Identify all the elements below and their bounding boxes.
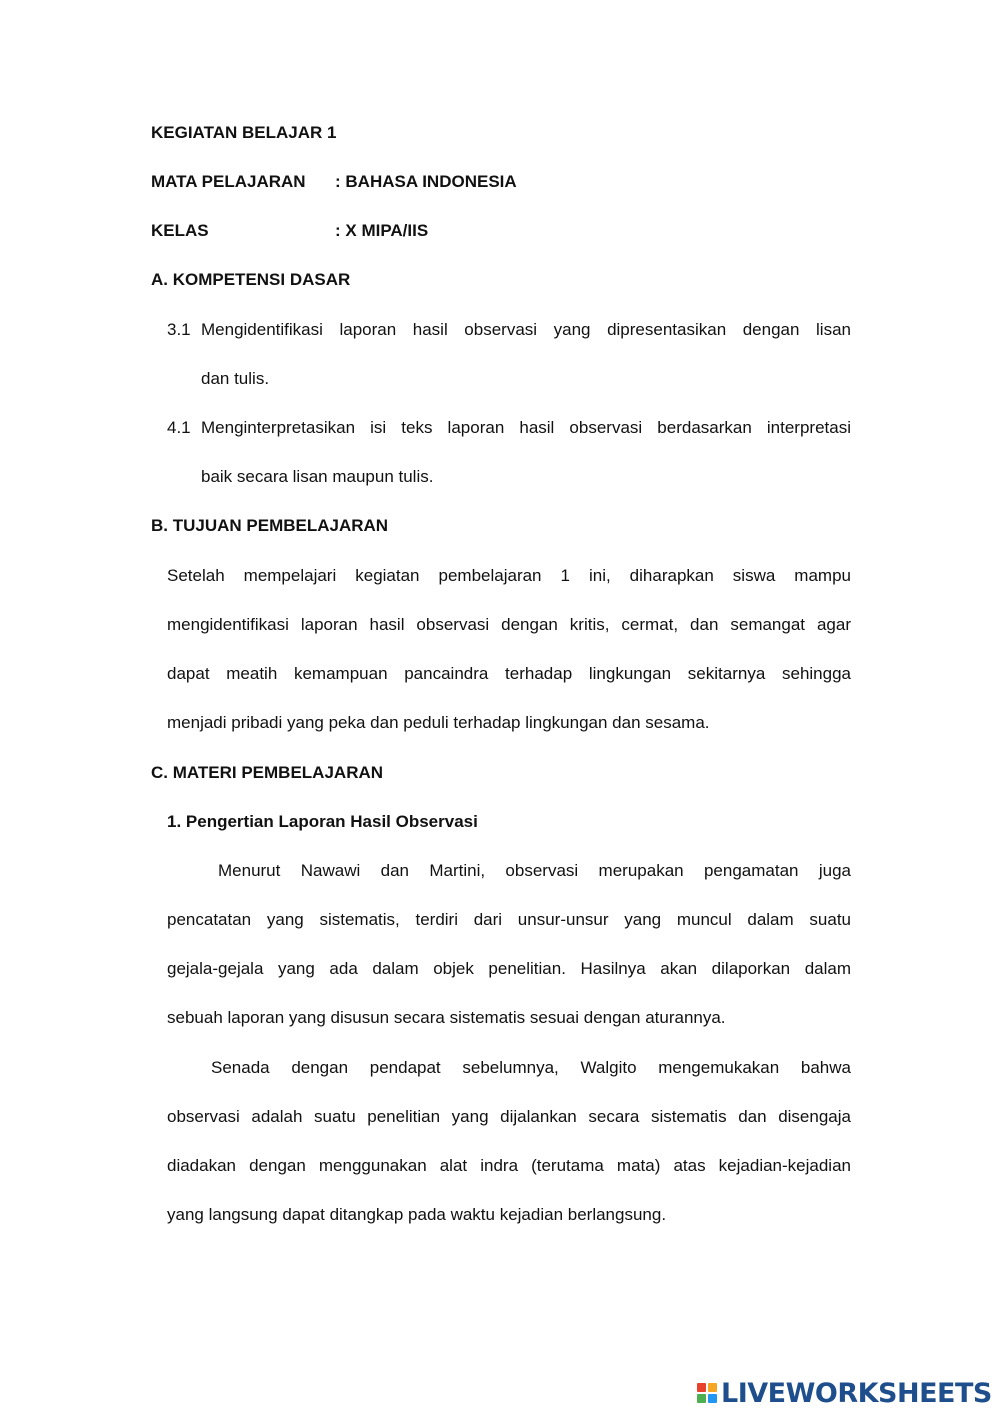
objective-line: Setelah mempelajari kegiatan pembelajaran 1 ini, diharapkan siswa mampu — [167, 566, 851, 585]
material-paragraph-line: gejala-gejala yang ada dalam objek penelitian. Hasilnya akan dilaporkan dalam — [167, 959, 851, 978]
competency-text: Mengidentifikasi laporan hasil observasi yang dipresentasikan dengan lisan — [201, 320, 851, 339]
section-a-heading: A. KOMPETENSI DASAR — [151, 270, 351, 289]
subject-label: MATA PELAJARAN — [151, 172, 306, 191]
material-paragraph-line: diadakan dengan menggunakan alat indra (terutama mata) atas kejadian-kejadian — [167, 1156, 851, 1175]
material-paragraph-line: sebuah laporan yang disusun secara sistematis sesuai dengan aturannya. — [167, 1008, 726, 1027]
objective-line: menjadi pribadi yang peka dan peduli terhadap lingkungan dan sesama. — [167, 713, 710, 732]
competency-text: Menginterpretasikan isi teks laporan hasil observasi berdasarkan interpretasi — [201, 418, 851, 437]
material-paragraph-line: Menurut Nawawi dan Martini, observasi merupakan pengamatan juga — [218, 861, 851, 880]
objective-line: dapat meatih kemampuan pancaindra terhadap lingkungan sekitarnya sehingga — [167, 664, 851, 683]
material-paragraph-line: yang langsung dapat ditangkap pada waktu kejadian berlangsung. — [167, 1205, 667, 1224]
competency-text-cont: dan tulis. — [201, 369, 270, 388]
subject-value: : BAHASA INDONESIA — [335, 172, 517, 191]
liveworksheets-logo-icon — [697, 1383, 717, 1403]
section-b-heading: B. TUJUAN PEMBELAJARAN — [151, 516, 389, 535]
class-label: KELAS — [151, 221, 209, 240]
activity-title: KEGIATAN BELAJAR 1 — [151, 123, 337, 142]
section-c-subheading: 1. Pengertian Laporan Hasil Observasi — [167, 812, 478, 831]
class-value: : X MIPA/IIS — [335, 221, 429, 240]
material-paragraph-line: observasi adalah suatu penelitian yang dijalankan secara sistematis dan disengaja — [167, 1107, 851, 1126]
logo-text: LIVEWORKSHEETS — [721, 1377, 992, 1409]
competency-text-cont: baik secara lisan maupun tulis. — [201, 467, 434, 486]
section-c-heading: C. MATERI PEMBELAJARAN — [151, 763, 384, 782]
liveworksheets-logo[interactable] — [697, 1378, 992, 1408]
objective-line: mengidentifikasi laporan hasil observasi dengan kritis, cermat, dan semangat agar — [167, 615, 851, 634]
material-paragraph-line: Senada dengan pendapat sebelumnya, Walgito mengemukakan bahwa — [211, 1058, 851, 1077]
competency-number: 4.1 — [167, 418, 191, 437]
material-paragraph-line: pencatatan yang sistematis, terdiri dari unsur-unsur yang muncul dalam suatu — [167, 910, 851, 929]
competency-number: 3.1 — [167, 320, 191, 339]
